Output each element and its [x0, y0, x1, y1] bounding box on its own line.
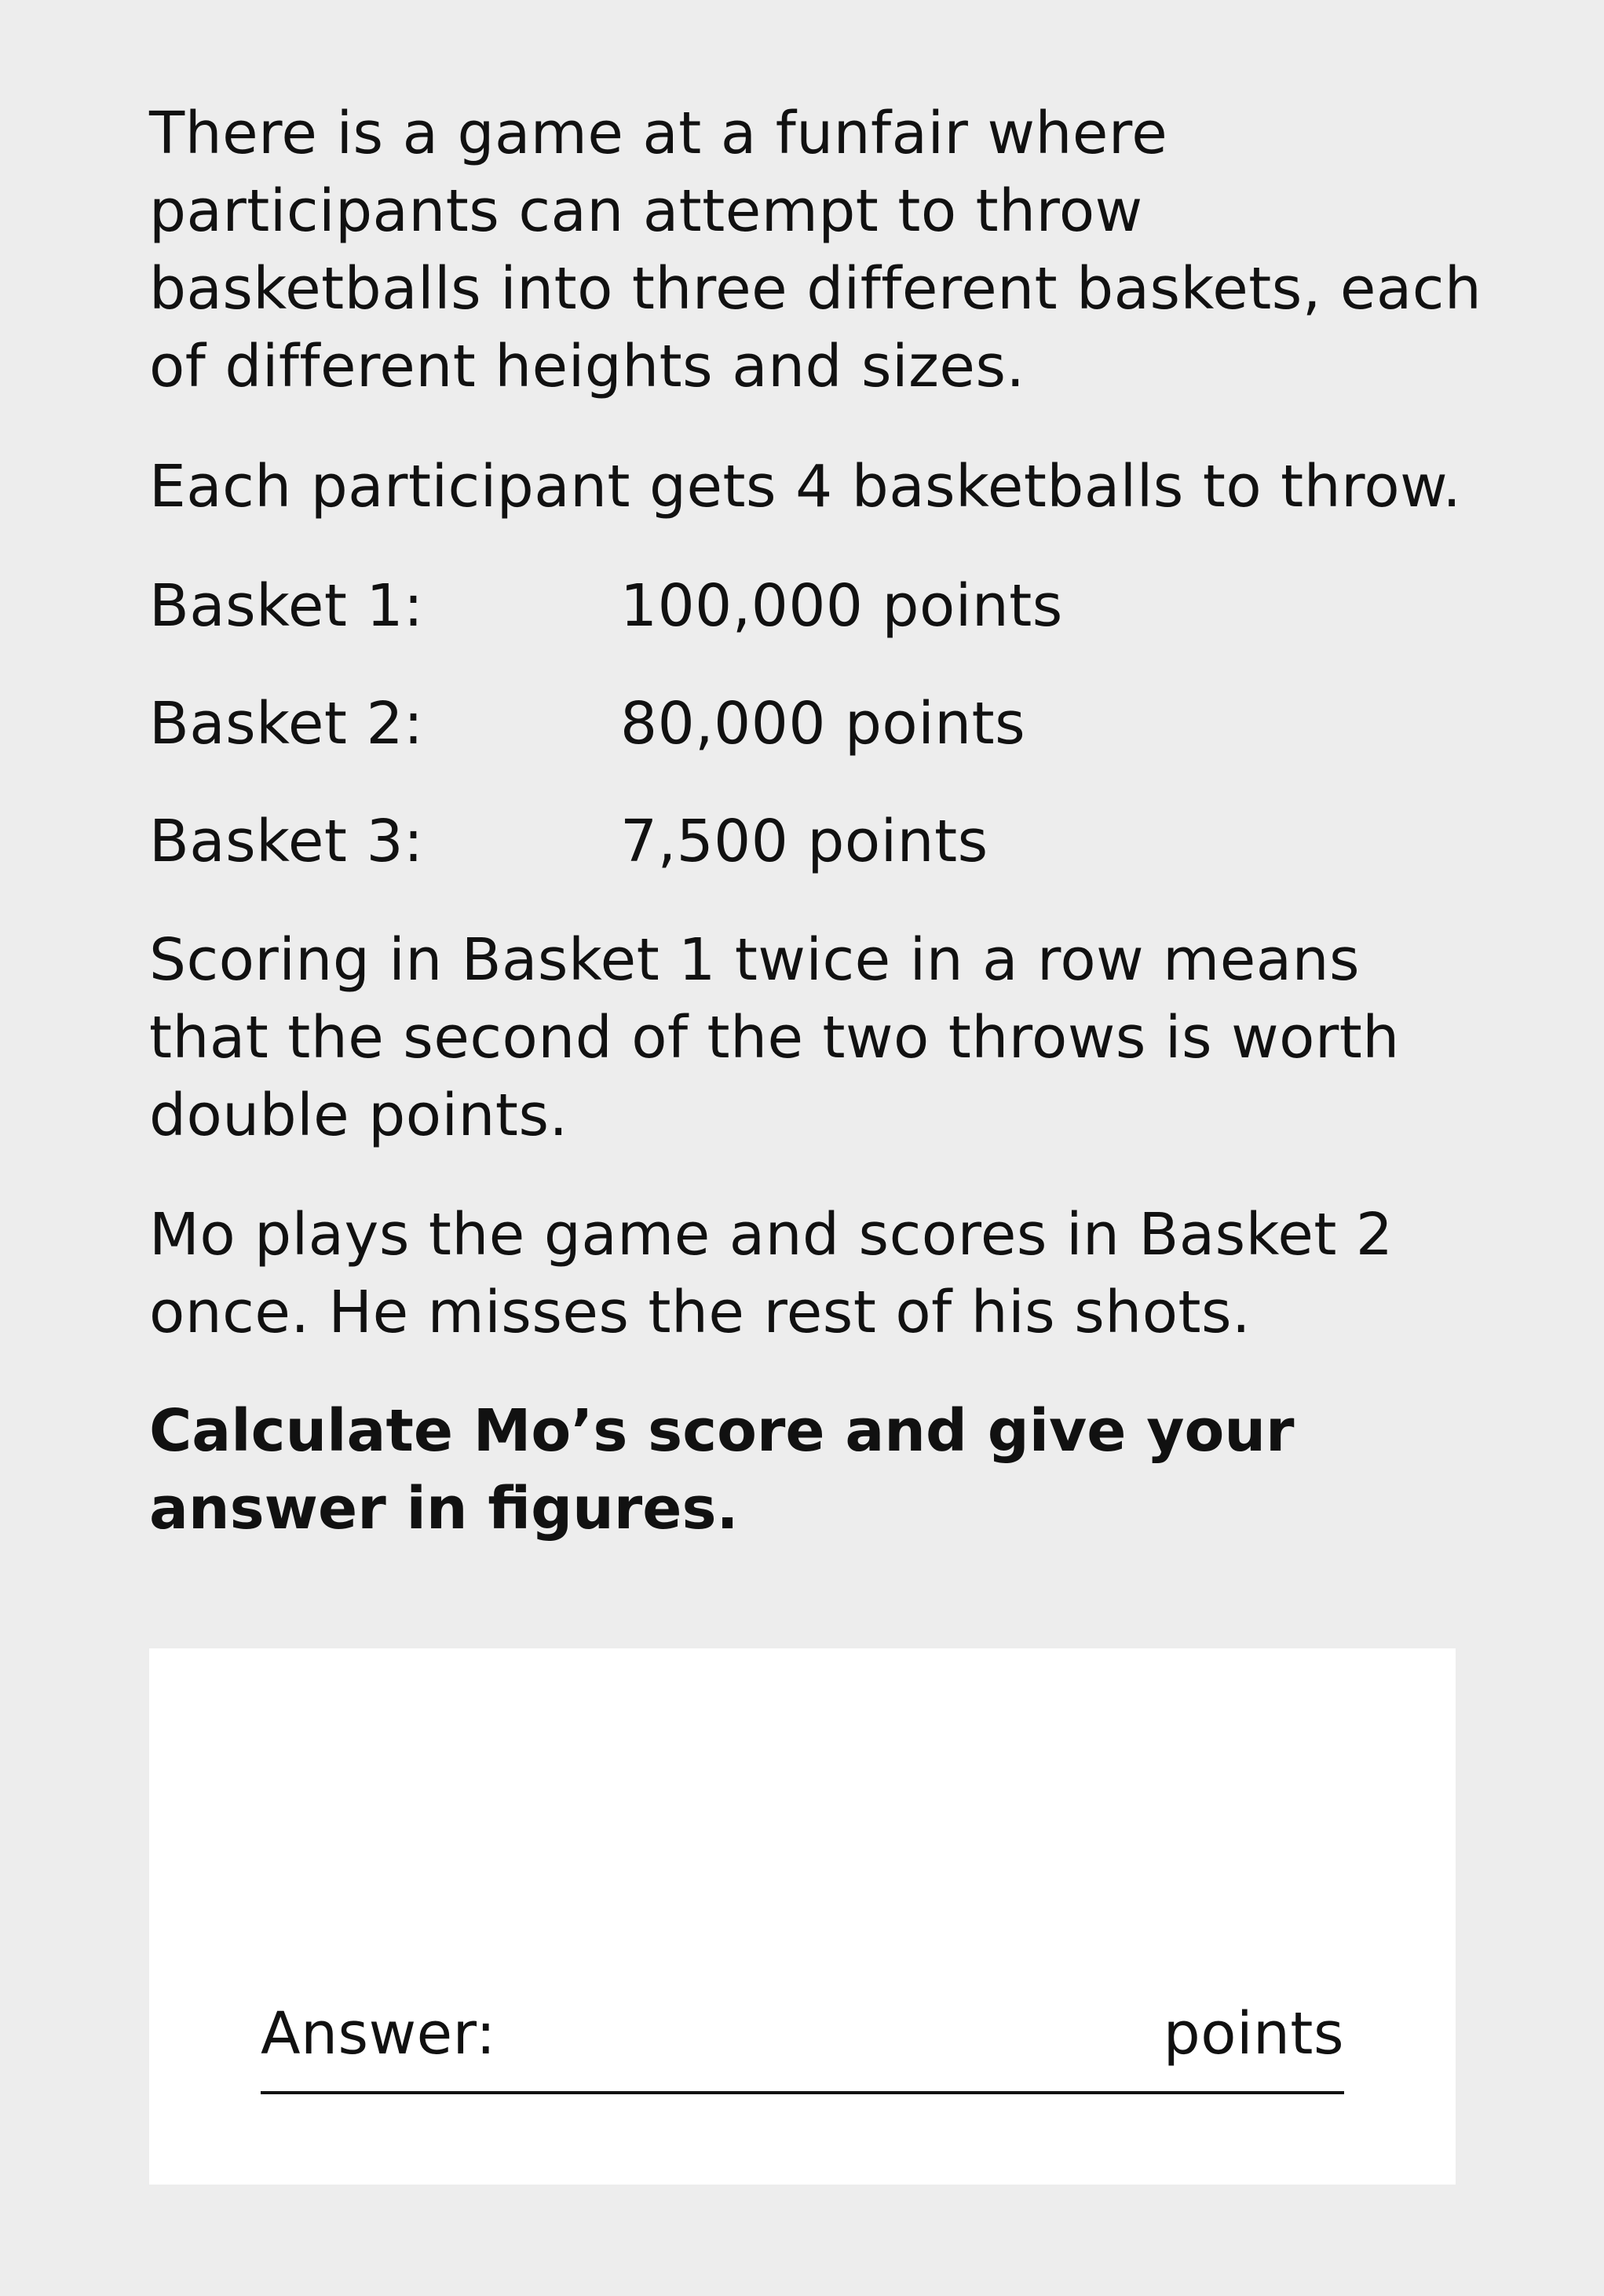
answer-box [149, 1648, 1456, 2185]
scoring-rule-paragraph: Scoring in Basket 1 twice in a row means that the second of the two throws is worth double points. [149, 926, 1400, 1149]
instruction-paragraph: Calculate Mo’s score and give your answer in figures. [149, 1397, 1295, 1542]
scenario-paragraph: Mo plays the game and scores in Basket 2 once. He misses the rest of his shots. [149, 1201, 1394, 1346]
balls-per-participant-paragraph: Each participant gets 4 basketballs to throw. [149, 453, 1462, 520]
basket-points: 7,500 points [620, 808, 988, 875]
basket-points: 80,000 points [620, 690, 1026, 757]
intro-paragraph: There is a game at a funfair where participants can attempt to throw basketballs into three different baskets, each of different heights and sizes. [149, 100, 1482, 400]
answer-input-line[interactable] [261, 2091, 1344, 2094]
answer-label: Answer: [261, 2000, 496, 2068]
basket-points: 100,000 points [620, 572, 1063, 640]
basket-label: Basket 2: [149, 690, 424, 757]
basket-label: Basket 3: [149, 808, 424, 875]
answer-unit: points [1163, 2000, 1344, 2068]
basket-label: Basket 1: [149, 572, 424, 640]
